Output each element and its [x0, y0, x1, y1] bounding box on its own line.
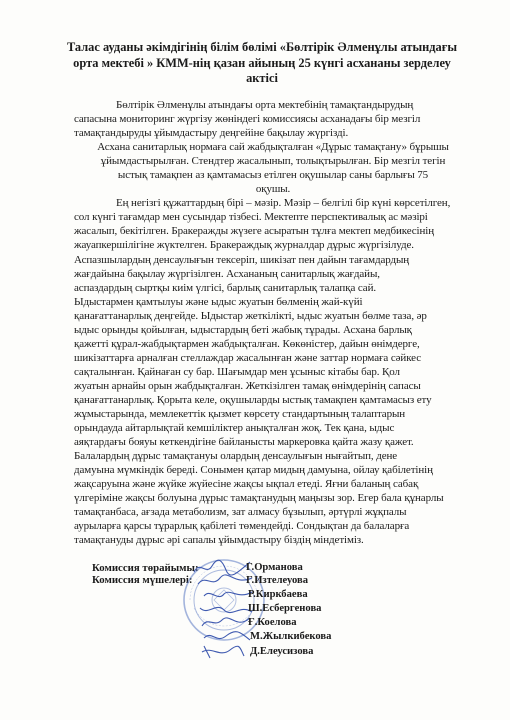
- signature-scribble-icon: [200, 642, 246, 662]
- member-name: Ғ.Коелова: [248, 617, 297, 628]
- member-name: Ш.Есбергенова: [248, 603, 322, 614]
- member-name: Д.Елеусизова: [250, 646, 314, 657]
- document-title: Талас ауданы әкімдігінің білім бөлімі «Бөлтірік Әлменұлы атындағы орта мектебі » КММ-нің қазан айының 25 күнгі асхананы зерделеу актісі: [66, 40, 458, 85]
- intro-paragraph: Бөлтірік Әлменұлы атындағы орта мектебінің тамақтандырудың сапасына мониторинг жүргізу жөніндегі комиссиясы асханадағы бір мезгіл тамақтандыруды ұйымдастыру деңгейіне бақылау жүргізді.: [74, 99, 421, 140]
- member-name: Г.Изтелеуова: [246, 575, 309, 586]
- member-name: М.Жылкибекова: [250, 631, 332, 642]
- chair-label: Комиссия төрайымы:: [92, 562, 199, 574]
- dining-paragraph: Асхана санитарлық нормаға сай жабдықталған «Дұрыс тамақтану» бұрышы ұйымдастырылған. Стендтер жасалынып, толықтырылған. Бір мезгіл тегін ыстық тамақпен аз қамтамасыз етілген оқушылар саны барлығы 75 оқушы.: [97, 141, 449, 196]
- member-name: Р.Киркбаева: [248, 589, 308, 600]
- members-label: Комиссия мүшелері:: [92, 574, 193, 586]
- document-body: [74, 98, 472, 548]
- chair-name: Г.Орманова: [246, 562, 303, 573]
- findings-paragraph: Ең негізгі құжаттардың бірі – мәзір. Мәзір – белгілі бір күні көрсетілген, сол күнгі тағамдар мен сусындар тізбесі. Мектепте перспективалық ас мәзірі жасалып, бекітілген. Бракеражды жүзеге асыратын тұлға мектеп медбикесінің жауапкершілігіне жүктелген. Бракераждық журналдар дұрыс жүргізілуде. Аспазшылардың денсаулығын тексеріп, шикізат пен дайын тағамдардың жағдайына бақылау жүргізілген. Асхананың санитарлық жағдайы, аспаздардың сыртқы киім үлгісі, барлық санитарлық талапқа сай. Ыдыстармен қамтылуы және ыдыс жуатын бөлменің жай-күйі қанағаттанарлық деңгейде. Ыдыстар жеткілікті, ыдыс жуатын бөлме таза, әр ыдыс орынды қойылған, ыдыстардың беті жабық тұрады. Асхана барлық қажетті құрал-жабдықтармен жабдықталған. Көкөністер, дайын өнімдерге, шикізаттарға арналған стеллаждар жасалынған және заттар нормаға сәйкес сақталынған. Қайнаған су бар. Шағымдар мен ұсыныс кітабы бар. Қол жуатын арнайы орын жабдықталған. Жеткізілген тамақ өнімдерінің сапасы қанағаттанарлық. Қорыта келе, оқушыларды ыстық тамақпен қамтамасыз ету жұмыстарында, мемлекеттік қызмет көрсету стандартының талаптарын орындауда айтарлықтай кемшіліктер анықталған жоқ. Тек қана, ыдыс аяқтардағы бояуы кеткендігіне байланысты маркеровка қайта жазу қажет. Балалардың дұрыс тамақтануы олардың денсаулығын нығайтып, дене дамуына мүмкіндік береді. Сонымен қатар мидың дамуына, ойлау қабілетінің жақсаруына және жүйке жүйесіне жақсы ықпал етеді. Яғни баланың сабақ үлгеріміне жақсы болуына дұрыс тамақтанудың маңызы зор. Егер бала құнарлы тамақтанбаса, ағзада метаболизм, зат алмасу бұзылып, әртүрлі жұқпалы аурыларға қарсы тұрарлық қабілеті төмендейді. Сондықтан да балаларға тамақтануды дұрыс әрі сапалы ұйымдастыру біздің міндетіміз.: [74, 197, 451, 547]
- signature-block: [92, 562, 452, 712]
